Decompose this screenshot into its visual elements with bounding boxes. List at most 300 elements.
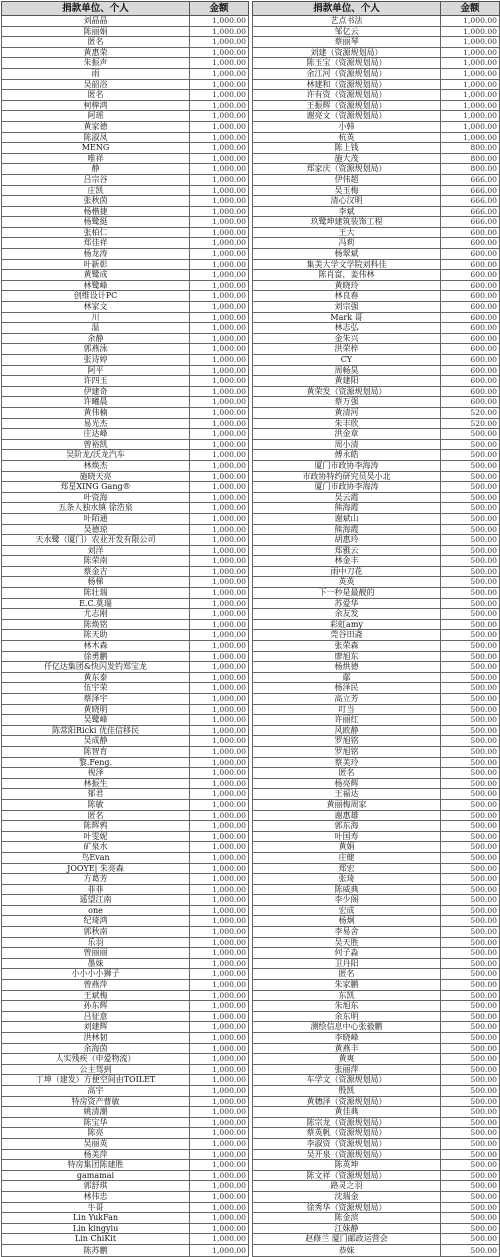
donation-amount-cell: 1,000.00 xyxy=(190,588,249,599)
donor-name-cell: 黄清河 xyxy=(253,407,441,418)
donation-amount-cell: 1,000.00 xyxy=(190,1234,249,1245)
donor-name-cell: 徐勇鹏 xyxy=(2,651,190,662)
donation-amount-cell: 600.00 xyxy=(441,397,500,408)
donation-amount-cell: 1,000.00 xyxy=(190,535,249,546)
donation-amount-cell: 1,000.00 xyxy=(190,1191,249,1202)
donor-row xyxy=(253,524,500,535)
donation-amount-cell: 500.00 xyxy=(441,598,500,609)
donor-row xyxy=(2,598,249,609)
donor-row xyxy=(253,333,500,344)
donation-amount-cell: 1,000.00 xyxy=(190,831,249,842)
donation-amount-cell: 500.00 xyxy=(441,725,500,736)
donor-name-cell: 风欧静 xyxy=(253,725,441,736)
donor-row xyxy=(253,513,500,524)
donor-row xyxy=(253,68,500,79)
header-donor-name: 捐款单位、个人 xyxy=(253,2,441,16)
donation-amount-cell: 1,000.00 xyxy=(441,16,500,27)
donor-row xyxy=(2,884,249,895)
donor-name-cell: 菲菲 xyxy=(2,884,190,895)
donation-amount-cell: 500.00 xyxy=(441,577,500,588)
donor-name-cell: 黄晓玲 xyxy=(253,280,441,291)
donor-name-cell: 杨楷捷 xyxy=(2,206,190,217)
donation-amount-cell: 500.00 xyxy=(441,609,500,620)
donation-amount-cell: 1,000.00 xyxy=(190,397,249,408)
donation-amount-cell: 1,000.00 xyxy=(190,916,249,927)
donor-name-cell: 邹亿云 xyxy=(253,26,441,37)
donor-name-cell: 匿名 xyxy=(253,969,441,980)
donor-row xyxy=(2,577,249,588)
donor-row xyxy=(253,1128,500,1139)
donor-name-cell: 静 xyxy=(2,164,190,175)
donor-name-cell: 林家文 xyxy=(2,302,190,313)
donation-amount-cell: 500.00 xyxy=(441,1085,500,1096)
donor-name-cell: 曾裕凯 xyxy=(2,439,190,450)
donor-row xyxy=(253,1223,500,1234)
donation-amount-cell: 500.00 xyxy=(441,1096,500,1107)
donor-row xyxy=(2,26,249,37)
donor-name-cell: 蔡丽琴 xyxy=(253,37,441,48)
donation-amount-cell: 1,000.00 xyxy=(190,1001,249,1012)
donation-amount-cell: 500.00 xyxy=(441,715,500,726)
donor-row xyxy=(2,1022,249,1033)
donor-name-cell: 余友发 xyxy=(253,609,441,620)
donation-amount-cell: 1,000.00 xyxy=(441,100,500,111)
donor-name-cell: 刘宗强 xyxy=(253,302,441,313)
donor-name-cell: 刘洋 xyxy=(2,545,190,556)
donation-amount-cell: 500.00 xyxy=(441,1001,500,1012)
donor-name-cell: 阿平 xyxy=(2,365,190,376)
donor-name-cell: 许丽红 xyxy=(253,715,441,726)
donor-name-cell: 张琦 xyxy=(253,874,441,885)
donor-row xyxy=(2,196,249,207)
donation-amount-cell: 1,000.00 xyxy=(190,164,249,175)
donation-amount-cell: 1,000.00 xyxy=(190,725,249,736)
donor-name-cell: 陈丽娟 xyxy=(2,26,190,37)
donor-name-cell: 匿名 xyxy=(2,37,190,48)
donor-name-cell: 谢惠雄 xyxy=(253,810,441,821)
donor-name-cell: 叶资海 xyxy=(2,492,190,503)
donor-name-cell: 孙东辉 xyxy=(2,1001,190,1012)
donor-name-cell: 吴云霞 xyxy=(253,492,441,503)
donor-name-cell: 陈亮 xyxy=(2,1128,190,1139)
donor-name-cell: 仟亿达集团&快闪发钓郑宝龙 xyxy=(2,662,190,673)
donation-amount-cell: 500.00 xyxy=(441,482,500,493)
donor-row xyxy=(2,863,249,874)
donor-row xyxy=(253,460,500,471)
donor-row xyxy=(2,217,249,228)
donor-name-cell: 洪荣梓 xyxy=(253,344,441,355)
donor-row xyxy=(2,874,249,885)
donor-row xyxy=(253,121,500,132)
donor-name-cell: 陈淑凤 xyxy=(2,132,190,143)
donor-name-cell: 洪林韧 xyxy=(2,1033,190,1044)
donor-row xyxy=(253,1149,500,1160)
donation-amount-cell: 600.00 xyxy=(441,280,500,291)
donor-row xyxy=(2,344,249,355)
donation-amount-cell: 500.00 xyxy=(441,874,500,885)
donor-name-cell: 胡惠玲 xyxy=(253,535,441,546)
donation-amount-cell: 1,000.00 xyxy=(190,249,249,260)
donation-amount-cell: 1,000.00 xyxy=(190,556,249,567)
donor-name-cell: 姚清潮 xyxy=(2,1107,190,1118)
donor-name-cell: 谢亮文（资源规划局） xyxy=(253,111,441,122)
donor-row xyxy=(253,153,500,164)
donor-table-right xyxy=(252,1,500,1257)
donation-amount-cell: 1,000.00 xyxy=(190,598,249,609)
donation-amount-cell: 1,000.00 xyxy=(190,302,249,313)
donor-row xyxy=(2,1160,249,1171)
donor-name-cell: 郭东海 xyxy=(253,821,441,832)
donation-amount-cell: 1,000.00 xyxy=(190,1011,249,1022)
donor-name-cell: 尤志刚 xyxy=(2,609,190,620)
donor-row xyxy=(2,556,249,567)
donor-row xyxy=(253,386,500,397)
donation-amount-cell: 1,000.00 xyxy=(190,757,249,768)
donation-amount-cell: 600.00 xyxy=(441,238,500,249)
donor-row xyxy=(2,672,249,683)
donation-amount-cell: 500.00 xyxy=(441,948,500,959)
donor-row xyxy=(253,768,500,779)
donation-amount-cell: 500.00 xyxy=(441,460,500,471)
donation-amount-cell: 1,000.00 xyxy=(190,100,249,111)
donation-amount-cell: 500.00 xyxy=(441,566,500,577)
donation-amount-cell: 1,000.00 xyxy=(190,47,249,58)
donor-row xyxy=(2,121,249,132)
donation-amount-cell: 1,000.00 xyxy=(190,503,249,514)
donor-name-cell: 蔡美玲 xyxy=(253,757,441,768)
donation-amount-cell: 1,000.00 xyxy=(190,227,249,238)
donation-amount-cell: 500.00 xyxy=(441,937,500,948)
donation-amount-cell: 500.00 xyxy=(441,778,500,789)
donation-amount-cell: 1,000.00 xyxy=(190,439,249,450)
donor-row xyxy=(253,376,500,387)
donor-name-cell: 苏爱华 xyxy=(253,598,441,609)
donor-name-cell: 何子淼 xyxy=(253,948,441,959)
donor-row xyxy=(253,1085,500,1096)
donor-name-cell: 李斌 xyxy=(253,206,441,217)
donor-row xyxy=(253,1043,500,1054)
donation-amount-cell: 500.00 xyxy=(441,630,500,641)
donation-amount-cell: 666.00 xyxy=(441,196,500,207)
donation-amount-cell: 500.00 xyxy=(441,1064,500,1075)
donor-name-cell: 吕征意 xyxy=(2,1011,190,1022)
donor-name-cell: 庄凯 xyxy=(2,185,190,196)
donor-name-cell: 吴韶浴 xyxy=(2,79,190,90)
donor-name-cell: 车学文（资源规划局） xyxy=(253,1075,441,1086)
donor-name-cell: 叶雯妮 xyxy=(2,831,190,842)
donor-row xyxy=(2,831,249,842)
donation-amount-cell: 1,000.00 xyxy=(441,132,500,143)
donation-amount-cell: 500.00 xyxy=(441,1075,500,1086)
donor-row xyxy=(2,778,249,789)
donor-name-cell: 庄健 xyxy=(253,852,441,863)
donor-name-cell: 李晓峰 xyxy=(253,1033,441,1044)
donation-amount-cell: 1,000.00 xyxy=(190,927,249,938)
donor-row xyxy=(253,757,500,768)
donor-row xyxy=(2,916,249,927)
donor-row xyxy=(253,905,500,916)
donor-row xyxy=(2,153,249,164)
donor-name-cell: 叶国寿 xyxy=(253,831,441,842)
donor-row xyxy=(253,280,500,291)
donation-amount-cell: 600.00 xyxy=(441,376,500,387)
donor-row xyxy=(2,545,249,556)
donation-amount-cell: 1,000.00 xyxy=(190,418,249,429)
donor-name-cell: gamamai xyxy=(2,1170,190,1181)
donor-name-cell: 许四玉 xyxy=(2,376,190,387)
donation-amount-cell: 500.00 xyxy=(441,1234,500,1245)
donor-row xyxy=(2,895,249,906)
donation-amount-cell: 600.00 xyxy=(441,323,500,334)
table-header-row xyxy=(2,2,249,16)
donation-amount-cell: 1,000.00 xyxy=(190,768,249,779)
donor-name-cell: 王振辉（资源规划局） xyxy=(253,100,441,111)
donation-amount-cell: 1,000.00 xyxy=(190,429,249,440)
donor-name-cell: one xyxy=(2,905,190,916)
donor-name-cell: 许曦晨 xyxy=(2,397,190,408)
donor-row xyxy=(2,47,249,58)
donor-name-cell: 林建和（资源规划局） xyxy=(253,79,441,90)
donor-name-cell: 鄢 xyxy=(253,672,441,683)
donor-name-cell: 林良春 xyxy=(253,291,441,302)
donor-row xyxy=(253,694,500,705)
donor-row xyxy=(2,439,249,450)
donor-row xyxy=(253,746,500,757)
donation-amount-cell: 1,000.00 xyxy=(190,619,249,630)
donor-row xyxy=(2,1085,249,1096)
donor-name-cell: 鸟Evan xyxy=(2,852,190,863)
donor-name-cell: 吴成静 xyxy=(2,736,190,747)
donation-amount-cell: 1,000.00 xyxy=(190,1117,249,1128)
donation-amount-cell: 500.00 xyxy=(441,672,500,683)
donor-name-cell: 特房资产曹敏 xyxy=(2,1096,190,1107)
donor-row xyxy=(253,672,500,683)
donor-row xyxy=(2,1244,249,1256)
donor-row xyxy=(253,185,500,196)
donation-amount-cell: 500.00 xyxy=(441,513,500,524)
donation-amount-cell: 1,000.00 xyxy=(190,874,249,885)
donor-row xyxy=(253,58,500,69)
donor-name-cell: 纪琦鸿 xyxy=(2,916,190,927)
donation-amount-cell: 1,000.00 xyxy=(190,694,249,705)
donation-amount-cell: 1,000.00 xyxy=(190,333,249,344)
donor-row xyxy=(253,789,500,800)
donation-amount-cell: 500.00 xyxy=(441,545,500,556)
donation-amount-cell: 600.00 xyxy=(441,333,500,344)
donor-row xyxy=(253,1160,500,1171)
donor-name-cell: 吴玉梅 xyxy=(253,185,441,196)
donor-row xyxy=(253,1022,500,1033)
donor-name-cell: 墨妹 xyxy=(2,958,190,969)
donor-row xyxy=(253,217,500,228)
donor-row xyxy=(253,948,500,959)
donor-row xyxy=(253,174,500,185)
donor-name-cell: 朱旭东 xyxy=(253,1001,441,1012)
donor-name-cell: 黄惠荣 xyxy=(2,47,190,58)
donor-name-cell: 黄伟楠 xyxy=(2,407,190,418)
donor-row xyxy=(253,1011,500,1022)
donation-amount-cell: 1,000.00 xyxy=(190,630,249,641)
donation-amount-cell: 1,000.00 xyxy=(190,1202,249,1213)
donation-amount-cell: 1,000.00 xyxy=(190,217,249,228)
donor-row xyxy=(253,545,500,556)
donor-name-cell: 谢斌山 xyxy=(253,513,441,524)
donor-name-cell: 杭英 xyxy=(253,132,441,143)
donation-amount-cell: 500.00 xyxy=(441,683,500,694)
donation-amount-cell: 600.00 xyxy=(441,249,500,260)
donor-row xyxy=(2,799,249,810)
table-header-row xyxy=(253,2,500,16)
donor-row xyxy=(253,651,500,662)
donation-amount-cell: 1,000.00 xyxy=(190,1096,249,1107)
donor-name-cell: 陈文祥（资源规划局） xyxy=(253,1170,441,1181)
donor-row xyxy=(253,641,500,652)
donor-name-cell: 易光杰 xyxy=(2,418,190,429)
donor-row xyxy=(2,79,249,90)
donor-row xyxy=(253,132,500,143)
donation-amount-cell: 500.00 xyxy=(441,1128,500,1139)
donation-amount-cell: 500.00 xyxy=(441,641,500,652)
donor-name-cell: 雨 xyxy=(2,68,190,79)
donor-name-cell: 沈瑞金 xyxy=(253,1191,441,1202)
donation-amount-cell: 1,000.00 xyxy=(190,842,249,853)
donation-amount-cell: 500.00 xyxy=(441,789,500,800)
donation-amount-cell: 1,000.00 xyxy=(190,90,249,101)
donation-amount-cell: 1,000.00 xyxy=(190,471,249,482)
donor-row xyxy=(253,1096,500,1107)
donor-name-cell: 天水鹭（厦门）农业开发有限公司 xyxy=(2,535,190,546)
donor-name-cell: 曾燕萍 xyxy=(2,980,190,991)
donor-row xyxy=(2,1223,249,1234)
donor-row xyxy=(253,450,500,461)
donor-name-cell: 许有资（资源规划局） xyxy=(253,90,441,101)
donor-row xyxy=(2,524,249,535)
donation-amount-cell: 500.00 xyxy=(441,492,500,503)
donation-amount-cell: 1,000.00 xyxy=(190,1128,249,1139)
donation-amount-cell: 1,000.00 xyxy=(441,37,500,48)
donor-row xyxy=(253,566,500,577)
donation-amount-cell: 1,000.00 xyxy=(190,482,249,493)
donor-row xyxy=(2,249,249,260)
donation-amount-cell: 1,000.00 xyxy=(190,365,249,376)
donor-name-cell: 黄鹭成 xyxy=(2,270,190,281)
donor-row xyxy=(253,206,500,217)
donor-row xyxy=(2,482,249,493)
donor-name-cell: 黄东泰 xyxy=(2,672,190,683)
donation-amount-cell: 1,000.00 xyxy=(441,47,500,58)
donor-row xyxy=(253,291,500,302)
donor-row xyxy=(2,768,249,779)
donation-amount-cell: 1,000.00 xyxy=(190,1160,249,1171)
donor-name-cell: 陈焕铭 xyxy=(2,619,190,630)
donor-row xyxy=(2,471,249,482)
donation-amount-cell: 1,000.00 xyxy=(190,884,249,895)
donor-row xyxy=(253,821,500,832)
donor-row xyxy=(2,68,249,79)
donor-name-cell: 陈英坤 xyxy=(253,1160,441,1171)
donation-amount-cell: 1,000.00 xyxy=(190,746,249,757)
donation-amount-cell: 1,000.00 xyxy=(190,111,249,122)
donation-amount-cell: 500.00 xyxy=(441,895,500,906)
donor-name-cell: 吕宗谷 xyxy=(2,174,190,185)
donor-name-cell: 黄丽梅周家 xyxy=(253,799,441,810)
donation-amount-cell: 1,000.00 xyxy=(190,704,249,715)
donation-amount-cell: 800.00 xyxy=(441,153,500,164)
donor-name-cell: 小小小小狮子 xyxy=(2,969,190,980)
donation-amount-cell: 1,000.00 xyxy=(190,450,249,461)
donation-amount-cell: 1,000.00 xyxy=(190,68,249,79)
donor-name-cell: 陈荣南 xyxy=(2,556,190,567)
donor-row xyxy=(253,1117,500,1128)
donor-name-cell: 吴鹭峰 xyxy=(2,715,190,726)
donation-amount-cell: 500.00 xyxy=(441,768,500,779)
donor-name-cell: 市政协特约研究员吴小北 xyxy=(253,471,441,482)
donor-row xyxy=(2,588,249,599)
donor-row xyxy=(2,789,249,800)
donor-row xyxy=(2,429,249,440)
donor-row xyxy=(2,280,249,291)
donor-row xyxy=(253,1202,500,1213)
donor-row xyxy=(253,863,500,874)
donation-amount-cell: 1,000.00 xyxy=(190,1022,249,1033)
donation-amount-cell: 500.00 xyxy=(441,1107,500,1118)
donor-row xyxy=(2,1054,249,1065)
donation-amount-cell: 1,000.00 xyxy=(190,641,249,652)
donor-row xyxy=(253,238,500,249)
donor-name-cell: 王福达 xyxy=(253,789,441,800)
donor-name-cell: E.C.莫瑞 xyxy=(2,598,190,609)
donation-amount-cell: 1,000.00 xyxy=(190,1244,249,1256)
donor-name-cell: 黄燕丰 xyxy=(253,1043,441,1054)
donor-name-cell: 遥望江南 xyxy=(2,895,190,906)
donor-row xyxy=(253,37,500,48)
donation-amount-cell: 1,000.00 xyxy=(441,58,500,69)
donor-row xyxy=(2,323,249,334)
donor-name-cell: 陈敏 xyxy=(2,799,190,810)
donor-name-cell: 陈苏鹏 xyxy=(2,1244,190,1256)
donor-name-cell: 林志弘 xyxy=(253,323,441,334)
donation-amount-cell: 1,000.00 xyxy=(190,672,249,683)
donor-name-cell: 黄佳典 xyxy=(253,1107,441,1118)
donation-amount-cell: 1,000.00 xyxy=(190,799,249,810)
donor-name-cell: 公主驾到 xyxy=(2,1064,190,1075)
donor-row xyxy=(2,450,249,461)
donor-name-cell: 叶新彰 xyxy=(2,259,190,270)
donor-name-cell: 郭舒琪 xyxy=(2,1181,190,1192)
donor-name-cell: 林鹭峰 xyxy=(2,280,190,291)
donor-name-cell: 伍宇荣 xyxy=(2,683,190,694)
donation-amount-cell: 500.00 xyxy=(441,799,500,810)
donor-row xyxy=(2,1001,249,1012)
donor-row xyxy=(2,694,249,705)
donor-name-cell: Lin ChiKit xyxy=(2,1234,190,1245)
donor-row xyxy=(2,651,249,662)
donor-name-cell: 林伟忠 xyxy=(2,1191,190,1202)
donation-amount-cell: 1,000.00 xyxy=(190,121,249,132)
donor-name-cell: 牛哥 xyxy=(2,1202,190,1213)
donation-amount-cell: 500.00 xyxy=(441,1138,500,1149)
donor-name-cell: 冯莉 xyxy=(253,238,441,249)
donation-amount-cell: 1,000.00 xyxy=(190,386,249,397)
donor-name-cell: 温 xyxy=(2,323,190,334)
donor-name-cell: 周畅昊 xyxy=(253,365,441,376)
donor-name-cell: 朱振声 xyxy=(2,58,190,69)
donor-name-cell: 阿瑶 xyxy=(2,111,190,122)
donor-name-cell: 周小清 xyxy=(253,439,441,450)
donor-row xyxy=(253,482,500,493)
donation-amount-cell: 500.00 xyxy=(441,651,500,662)
donor-name-cell: 朱家鹏 xyxy=(253,980,441,991)
